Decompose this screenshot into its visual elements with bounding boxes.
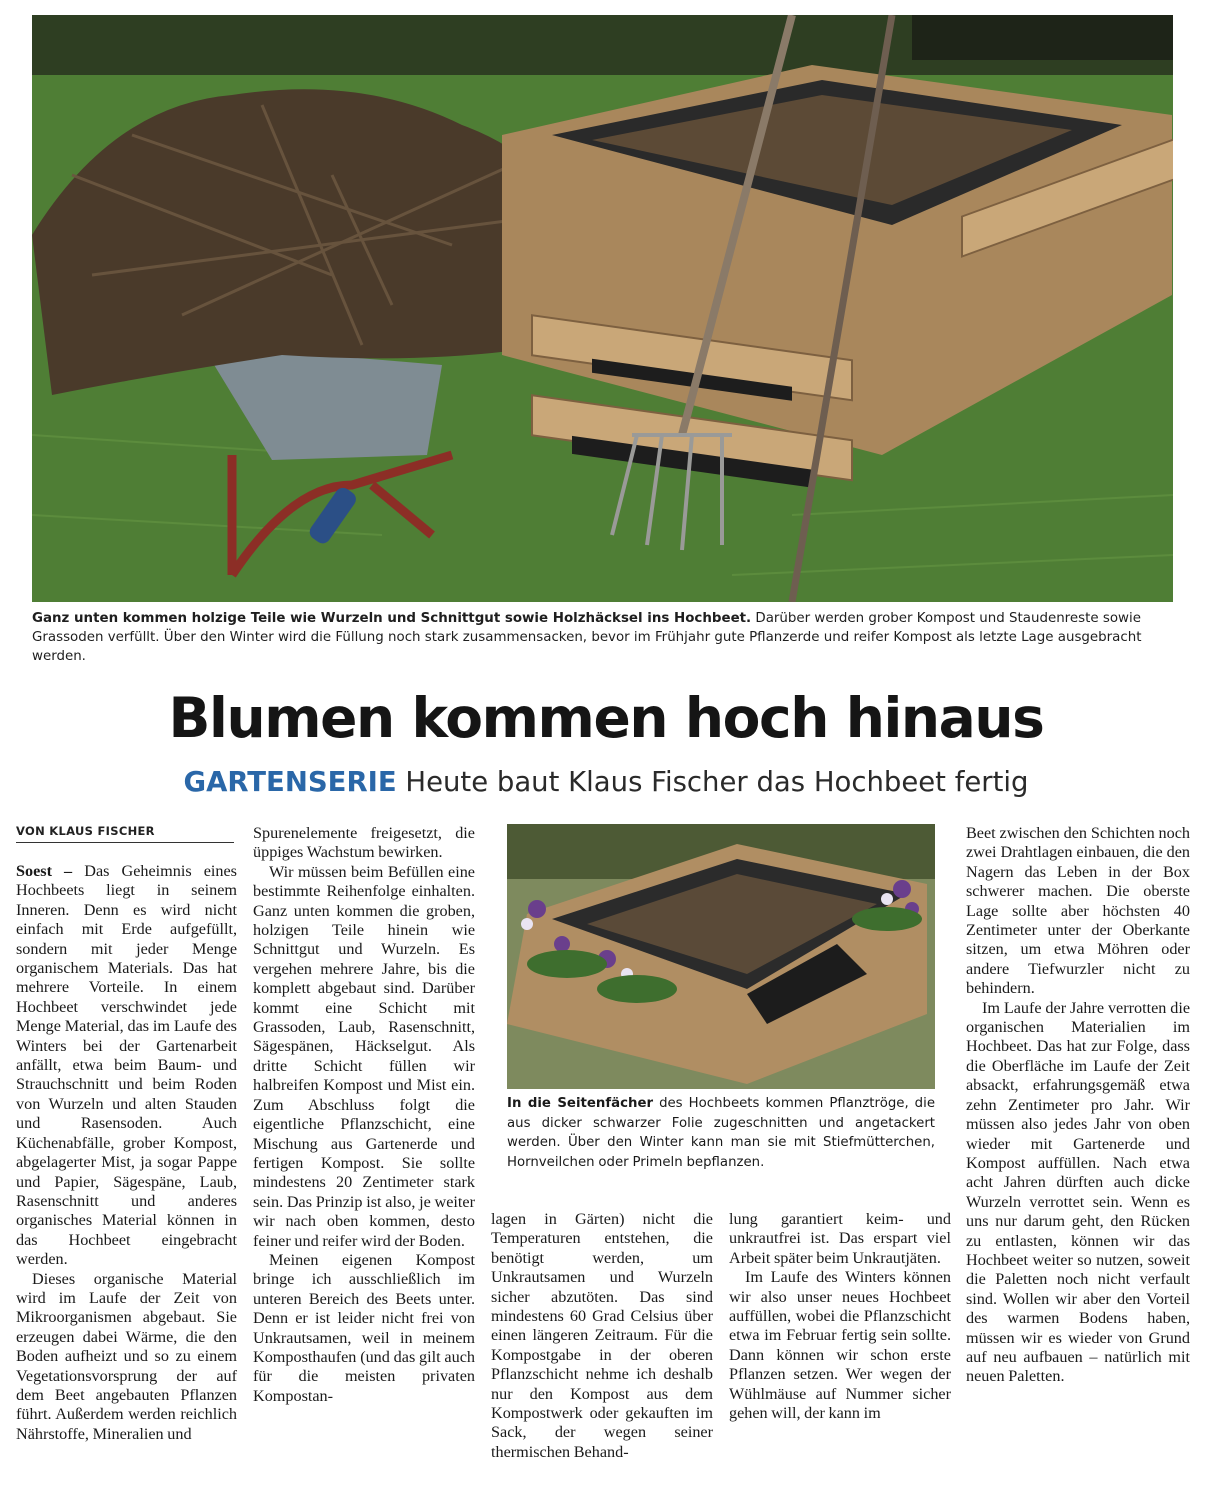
kicker: GARTENSERIE bbox=[183, 766, 397, 798]
article-column-5 bbox=[966, 824, 1190, 1387]
dateline: Soest – bbox=[16, 862, 73, 880]
top-caption-rest: Darüber werden grober Kompost und Staudenreste sowie Grassoden verfüllt. Über den Winter wird die Füllung noch stark zusammensacken, bevor im Frühjahr gute Pflanzerde und reifer Kompost als letzte Lage ausgebracht werden. bbox=[32, 611, 1142, 664]
top-photo-caption bbox=[32, 609, 1174, 666]
article-paragraph bbox=[16, 862, 237, 1270]
article-paragraph: lagen in Gärten) nicht die Temperaturen entstehen, die benötigt werden, um Unkrautsamen und Wurzeln sicher abzutöten. Das sind mindestens 60 Grad Celsius über einen längeren Zeitraum. Für die Kompostgabe in der oberen Pflanzschicht nehme ich deshalb nur den Kompost aus dem Kompostwerk oder gekauften im Sack, der wegen seiner thermischen Behand- bbox=[491, 1210, 713, 1461]
inline-photo bbox=[507, 824, 935, 1089]
article-paragraph: lung garantiert keim- und unkrautfrei ist. Das erspart viel Arbeit später beim Unkrautjäten. bbox=[729, 1210, 951, 1267]
article-paragraph: Im Laufe der Jahre verrotten die organischen Materialien im Hochbeet. Das hat zur Folge, dass die Oberfläche im Laufe der Zeit absackt, erfahrungsgemäß etwa zehn Zentimeter pro Jahr. Wir müssen also jedes Jahr von oben wieder mit Gartenerde und Kompost auffüllen. Nach etwa acht Jahren dürften auch dicke Wurzeln verrottet sein. Wenn es uns nur darum geht, den Rücken zu entlasten, können wir das Hochbeet weiter so nutzen, soweit die Paletten noch nicht verfault sind. Wollen wir aber den Vorteil des warmen Bodens haben, müssen wir es wieder von Grund auf neu aufbauen – natürlich mit neuen Paletten. bbox=[966, 998, 1190, 1386]
article-column-3 bbox=[491, 1210, 713, 1462]
article-paragraph: Wir müssen beim Befüllen eine bestimmte Reihenfolge einhalten. Ganz unten kommen die groben, holzigen Teile hinein wie Schnittgut und Wurzeln. Es vergehen mehrere Jahre, bis die komplett abgebaut sind. Darüber kommt eine Schicht mit Grassoden, Laub, Rasenschnitt, Sägespänen, Häckselgut. Als dritte Schicht füllen wir halbreifen Kompost und Mist ein. Zum Abschluss folgt die eigentliche Pflanzschicht, eine Mischung aus Gartenerde und fertigen Kompost. Sie sollte mindestens 20 Zentimeter stark sein. Das Prinzip ist also, je weiter wir nach oben kommen, desto feiner und reifer wird der Boden. bbox=[253, 862, 475, 1250]
inline-caption-lead: In die Seitenfächer bbox=[507, 1096, 654, 1111]
raised-bed-with-wheelbarrow-illustration bbox=[32, 15, 1173, 602]
article-column-1 bbox=[16, 862, 237, 1444]
top-caption-lead: Ganz unten kommen holzige Teile wie Wurzeln und Schnittgut sowie Holzhäcksel ins Hochbeet. bbox=[32, 611, 752, 626]
article-paragraph: Im Laufe des Winters können wir also unser neues Hochbeet auffüllen, wobei die Pflanzschicht etwa im Februar fertig sein sollte. Dann können wir schon erste Pflanzen setzen. Wer wegen der Wühlmäuse auf Nummer sicher gehen will, der kann im bbox=[729, 1268, 951, 1423]
article-column-2 bbox=[253, 824, 475, 1406]
paragraph-text: Das Geheimnis eines Hochbeets liegt in seinem Inneren. Denn es wird nicht einfach mit Erde aufgefüllt, sondern mit jeder Menge organischem Materials. Das hat mehrere Vorteile. In einem Hochbeet verschwindet jede Menge Material, das im Laufe des Winters bei der Gartenarbeit anfällt, etwa beim Baum- und Strauchschnitt und beim Roden von Wurzeln und alten Stauden und Rasensoden. Auch Küchenabfälle, grober Kompost, abgelagerter Mist, ja sogar Pappe und Papier, Sägespäne, Laub, Rasenschnitt und anderes organisches Material können in das Hochbeet eingebracht werden. bbox=[16, 862, 237, 1269]
byline: VON KLAUS FISCHER bbox=[16, 824, 234, 843]
subheadline-text: Heute baut Klaus Fischer das Hochbeet fertig bbox=[405, 766, 1029, 798]
inline-photo-caption bbox=[507, 1094, 935, 1172]
headline: Blumen kommen hoch hinaus bbox=[168, 686, 1044, 750]
inline-caption-rest: des Hochbeets kommen Pflanztröge, die aus dicker schwarzer Folie zugeschnitten und angetackert werden. Über den Winter kann man sie mit Stiefmütterchen, Hornveilchen oder Primeln bepflanzen. bbox=[507, 1096, 936, 1170]
article-paragraph: Dieses organische Material wird im Laufe der Zeit von Mikroorganismen abgebaut. Sie erzeugen dabei Wärme, die den Boden aufheizt und so zu einem Vegetationsvorsprung der auf dem Beet angebauten Pflanzen führt. Außerdem werden reichlich Nährstoffe, Mineralien und bbox=[16, 1269, 237, 1443]
planted-raised-bed-illustration bbox=[507, 824, 935, 1089]
article-column-4 bbox=[729, 1210, 951, 1423]
top-photo bbox=[32, 15, 1173, 602]
article-paragraph: Beet zwischen den Schichten noch zwei Drahtlagen einbauen, die den Nagern das Leben in der Box schwerer machen. Die oberste Lage sollte aber höchsten 40 Zentimeter unter der Oberkante sitzen, um etwa Möhren oder andere Tiefwurzler nicht zu behindern. bbox=[966, 824, 1190, 998]
article-paragraph: Meinen eigenen Kompost bringe ich ausschließlich im unteren Bereich des Beets unter. Denn er ist leider nicht frei von Unkrautsamen, weil in meinem Komposthaufen (und das gilt auch für die meisten privaten Kompostan- bbox=[253, 1250, 475, 1405]
article-paragraph: Spurenelemente freigesetzt, die üppiges Wachstum bewirken. bbox=[253, 824, 475, 862]
subheadline bbox=[0, 764, 1212, 800]
